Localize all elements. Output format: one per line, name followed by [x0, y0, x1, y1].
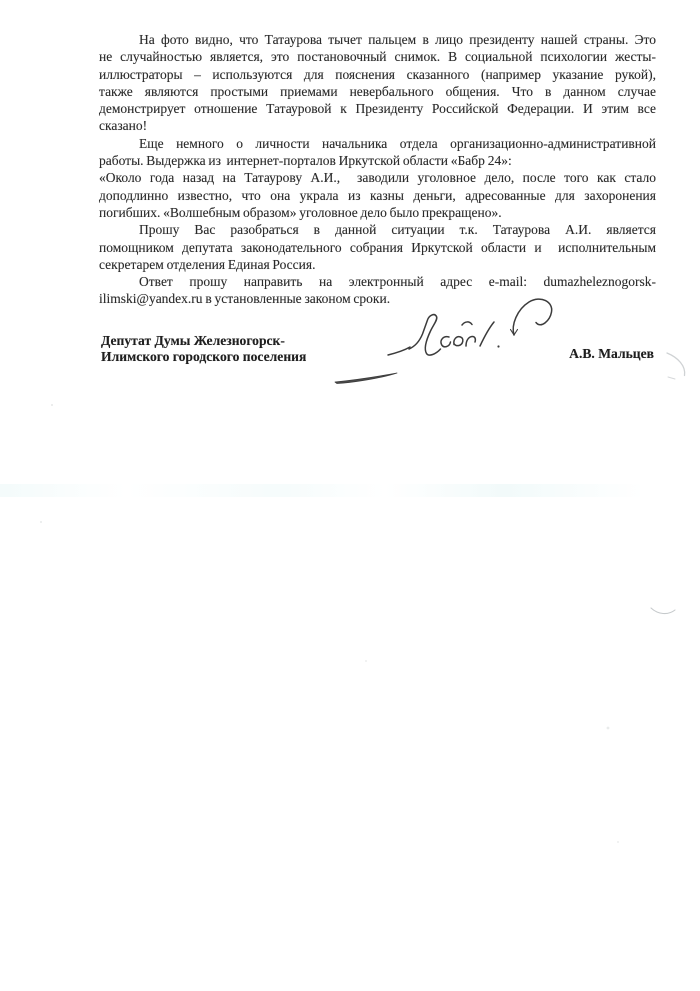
text-line: доподлинно известно, что она украла из казны деньги, адресованные для захоронения: [99, 187, 656, 203]
text-line: сказано!: [99, 118, 148, 134]
text-line: иллюстраторы – используются для пояснения сказанного (например указание рукой),: [99, 66, 656, 82]
text-line: Прошу Вас разобраться в данной ситуации т.к. Татаурова А.И. является: [139, 222, 656, 238]
signatory-name: А.В. Мальцев: [569, 346, 654, 361]
signatory-title-line2: Илимского городского поселения: [101, 348, 307, 364]
handwritten-signature-icon: [330, 296, 560, 391]
signatory-title-line1: Депутат Думы Железногорск-: [101, 333, 285, 348]
text-line: Ответ прошу направить на электронный адрес e-mail: dumazheleznogorsk-: [139, 274, 656, 290]
text-line: не случайностью является, это постановочный снимок. В социальной психологии жесты-: [99, 49, 656, 65]
letter-body: [99, 31, 656, 308]
text-line: секретарем отделения Единая Россия.: [99, 256, 316, 272]
scan-noise-band: [0, 484, 700, 497]
text-line: демонстрирует отношение Татауровой к Президенту Российской Федерации. И этим все: [99, 101, 656, 117]
text-line: На фото видно, что Татаурова тычет пальцем в лицо президенту нашей страны. Это: [139, 32, 656, 47]
text-line: Еще немного о личности начальника отдела организационно-административной: [139, 135, 656, 151]
text-line: помощником депутата законодательного собрания Иркутской области и исполнительным: [99, 239, 656, 255]
text-line: «Около года назад на Татаурову А.И., заводили уголовное дело, после того как стало: [99, 170, 656, 186]
text-line: работы. Выдержка из интернет-порталов Иркутской области «Бабр 24»:: [99, 153, 512, 169]
text-line: погибших. «Волшебным образом» уголовное дело было прекращено».: [99, 204, 502, 220]
signatory-title: [101, 333, 306, 364]
text-line: также являются простыми приемами невербального общения. Что в данном случае: [99, 83, 656, 99]
text-line: ilimski@yandex.ru в установленные законом сроки.: [99, 291, 391, 307]
